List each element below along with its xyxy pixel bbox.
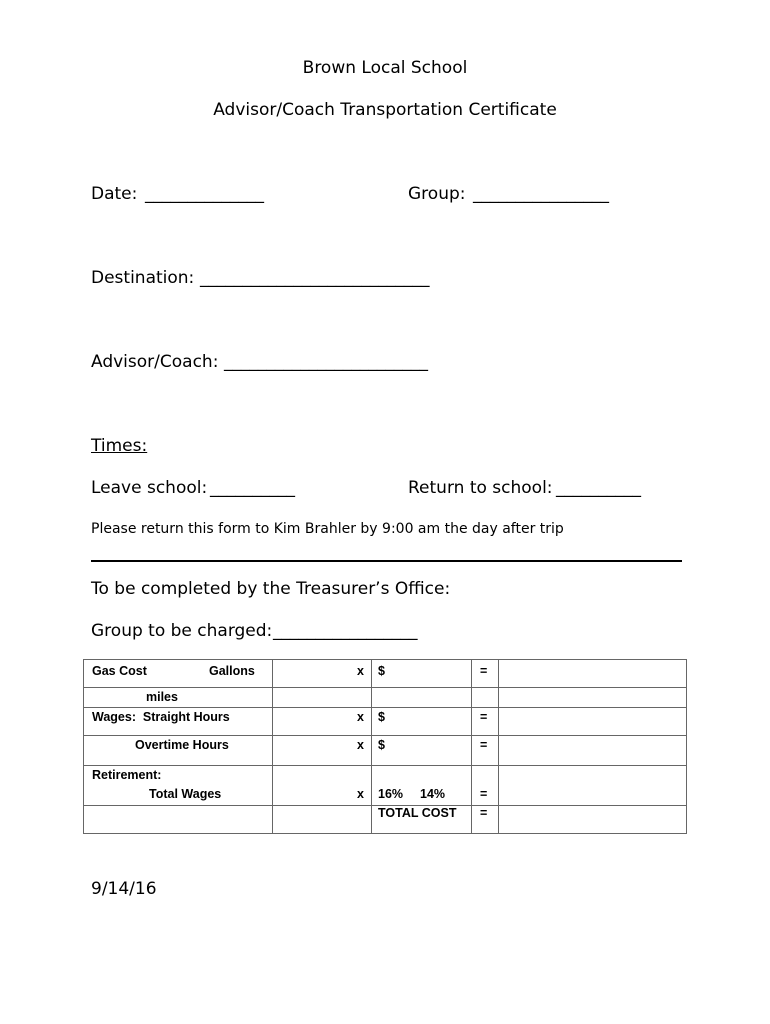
table-row-divider bbox=[84, 707, 686, 708]
retirement-multiply-sign: x bbox=[357, 787, 364, 801]
table-row-divider bbox=[84, 765, 686, 766]
table-col-divider bbox=[371, 660, 372, 833]
total-cost-label: TOTAL COST bbox=[378, 806, 457, 820]
retirement-label: Retirement: bbox=[92, 768, 162, 782]
footer-date: 9/14/16 bbox=[91, 879, 157, 899]
overtime-multiply-sign: x bbox=[357, 738, 364, 752]
retirement-equals-sign: = bbox=[480, 787, 488, 801]
wages-dollar-sign: $ bbox=[378, 710, 385, 724]
wages-straight-label: Wages: Straight Hours bbox=[92, 710, 230, 724]
destination-field[interactable]: ___________________________ bbox=[200, 268, 430, 288]
date-label: Date: bbox=[91, 184, 138, 204]
treasurer-heading: To be completed by the Treasurer’s Office: bbox=[91, 579, 451, 599]
form-title: Advisor/Coach Transportation Certificate bbox=[213, 100, 557, 120]
return-school-field[interactable]: __________ bbox=[556, 478, 641, 498]
total-wages-label: Total Wages bbox=[149, 787, 222, 801]
overtime-equals-sign: = bbox=[480, 738, 488, 752]
rate-16-percent: 16% bbox=[378, 787, 404, 801]
leave-school-label: Leave school: bbox=[91, 478, 208, 498]
date-field[interactable]: ______________ bbox=[145, 184, 264, 204]
table-col-divider bbox=[498, 660, 499, 833]
table-row-divider bbox=[84, 735, 686, 736]
section-divider bbox=[91, 560, 682, 562]
group-label: Group: bbox=[408, 184, 466, 204]
rate-14-percent: 14% bbox=[420, 787, 446, 801]
overtime-dollar-sign: $ bbox=[378, 738, 385, 752]
total-cost-equals-sign: = bbox=[480, 806, 488, 820]
gas-equals-sign: = bbox=[480, 664, 488, 678]
cost-table bbox=[83, 659, 687, 834]
advisor-field[interactable]: ________________________ bbox=[224, 352, 428, 372]
wages-equals-sign: = bbox=[480, 710, 488, 724]
group-field[interactable]: ________________ bbox=[473, 184, 609, 204]
group-charged-field[interactable]: _________________ bbox=[273, 621, 418, 641]
destination-label: Destination: bbox=[91, 268, 195, 288]
return-instruction: Please return this form to Kim Brahler by 9:00 am the day after trip bbox=[91, 521, 564, 537]
table-col-divider bbox=[471, 660, 472, 833]
gas-cost-label: Gas Cost bbox=[92, 664, 147, 678]
wages-multiply-sign: x bbox=[357, 710, 364, 724]
gas-multiply-sign: x bbox=[357, 664, 364, 678]
miles-label: miles bbox=[146, 690, 178, 704]
leave-school-field[interactable]: __________ bbox=[210, 478, 295, 498]
group-charged-label: Group to be charged: bbox=[91, 621, 273, 641]
overtime-hours-label: Overtime Hours bbox=[135, 738, 229, 752]
return-school-label: Return to school: bbox=[408, 478, 553, 498]
times-heading: Times: bbox=[91, 436, 148, 456]
gas-dollar-sign: $ bbox=[378, 664, 385, 678]
advisor-label: Advisor/Coach: bbox=[91, 352, 219, 372]
table-row-divider bbox=[84, 687, 686, 688]
school-name: Brown Local School bbox=[302, 58, 468, 78]
table-col-divider bbox=[272, 660, 273, 833]
gallons-label: Gallons bbox=[209, 664, 255, 678]
